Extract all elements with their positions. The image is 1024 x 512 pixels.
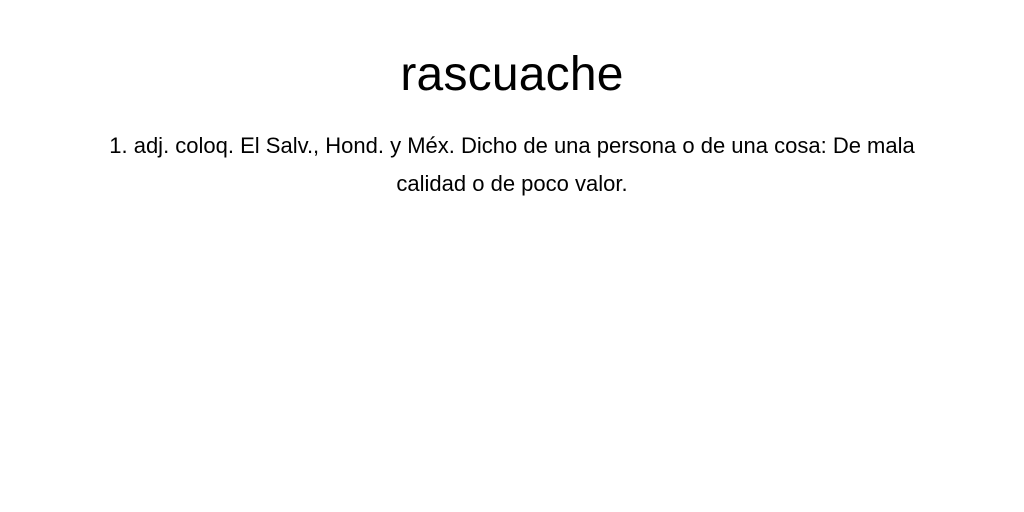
headword: rascuache — [400, 48, 624, 101]
definition-text: 1. adj. coloq. El Salv., Hond. y Méx. Dicho de una persona o de una cosa: De mala calidad o de poco valor. — [109, 133, 915, 196]
